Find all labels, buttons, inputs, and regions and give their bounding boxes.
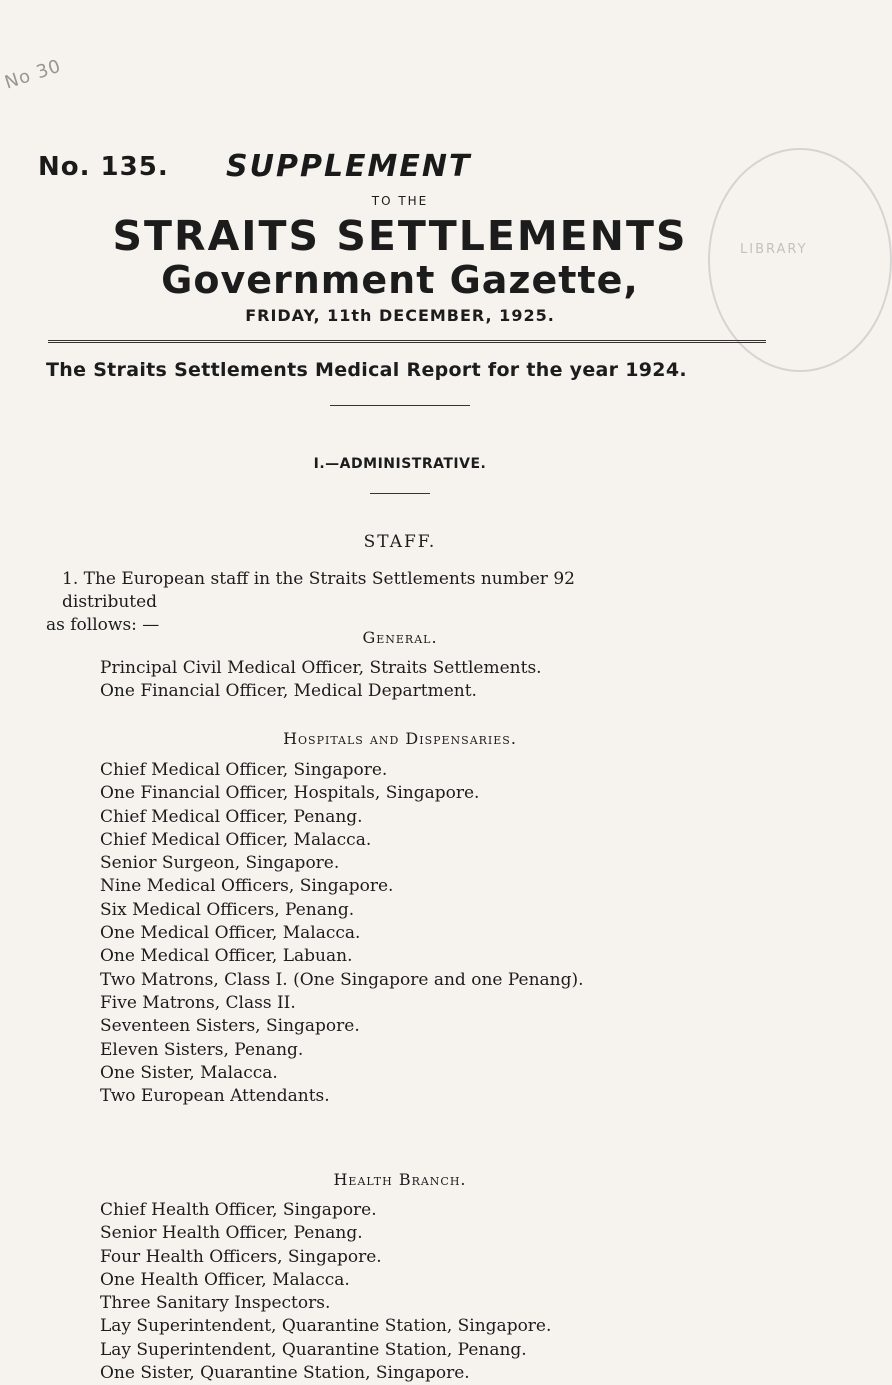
list-item: Two Matrons, Class I. (One Singapore and one Penang). bbox=[100, 969, 584, 990]
divider-short-2 bbox=[370, 493, 430, 494]
list-item: One Health Officer, Malacca. bbox=[100, 1269, 350, 1290]
list-item: One Financial Officer, Hospitals, Singapore. bbox=[100, 783, 480, 804]
divider-short bbox=[330, 405, 470, 406]
gazette-number: No. 135. bbox=[38, 152, 169, 182]
list-item: Eleven Sisters, Penang. bbox=[100, 1039, 304, 1060]
group-heading-hospitals: Hospitals and Dispensaries. bbox=[283, 729, 517, 748]
masthead-divider bbox=[48, 340, 766, 343]
list-item: Chief Medical Officer, Penang. bbox=[100, 806, 363, 827]
gazette-title-line2: Government Gazette, bbox=[161, 258, 639, 302]
section-title: I.—ADMINISTRATIVE. bbox=[313, 456, 487, 472]
intro-line-1: 1. The European staff in the Straits Settlements number 92 distributed bbox=[62, 569, 575, 612]
supplement-label: SUPPLEMENT bbox=[226, 149, 472, 184]
list-item: Chief Health Officer, Singapore. bbox=[100, 1200, 377, 1220]
intro-paragraph bbox=[46, 568, 646, 637]
intro-line-2: as follows: — bbox=[46, 615, 160, 635]
list-item: Chief Medical Officer, Malacca. bbox=[100, 829, 372, 850]
pencil-annotation: No 30 bbox=[2, 55, 64, 94]
group-heading-general: General. bbox=[362, 628, 438, 647]
group-list-hospitals bbox=[100, 759, 584, 1108]
list-item: Two European Attendants. bbox=[100, 1086, 330, 1107]
list-item: One Medical Officer, Malacca. bbox=[100, 923, 361, 944]
group-list-general bbox=[100, 657, 542, 704]
list-item: Seventeen Sisters, Singapore. bbox=[100, 1016, 360, 1037]
list-item: One Financial Officer, Medical Department. bbox=[100, 681, 477, 702]
staff-heading: STAFF. bbox=[363, 532, 437, 552]
gazette-title-line1: STRAITS SETTLEMENTS bbox=[112, 212, 688, 260]
list-item: Four Health Officers, Singapore. bbox=[100, 1246, 382, 1267]
group-list-health bbox=[100, 1199, 551, 1385]
list-item: Chief Medical Officer, Singapore. bbox=[100, 760, 388, 780]
list-item: Three Sanitary Inspectors. bbox=[100, 1293, 331, 1314]
list-item: Principal Civil Medical Officer, Straits Settlements. bbox=[100, 658, 542, 678]
list-item: One Medical Officer, Labuan. bbox=[100, 946, 353, 967]
list-item: Lay Superintendent, Quarantine Station, Singapore. bbox=[100, 1316, 552, 1337]
list-item: Senior Health Officer, Penang. bbox=[100, 1223, 363, 1244]
list-item: Nine Medical Officers, Singapore. bbox=[100, 876, 394, 897]
list-item: Five Matrons, Class II. bbox=[100, 992, 296, 1013]
list-item: Senior Surgeon, Singapore. bbox=[100, 853, 340, 874]
group-heading-health: Health Branch. bbox=[333, 1170, 467, 1189]
to-the-label: TO THE bbox=[371, 194, 429, 208]
list-item: One Sister, Quarantine Station, Singapore. bbox=[100, 1363, 470, 1384]
gazette-date: FRIDAY, 11th DECEMBER, 1925. bbox=[245, 306, 555, 325]
list-item: Lay Superintendent, Quarantine Station, Penang. bbox=[100, 1339, 527, 1360]
report-title: The Straits Settlements Medical Report for the year 1924. bbox=[46, 359, 687, 381]
list-item: One Sister, Malacca. bbox=[100, 1062, 278, 1083]
list-item: Six Medical Officers, Penang. bbox=[100, 899, 355, 920]
library-stamp-text: LIBRARY bbox=[740, 242, 808, 257]
